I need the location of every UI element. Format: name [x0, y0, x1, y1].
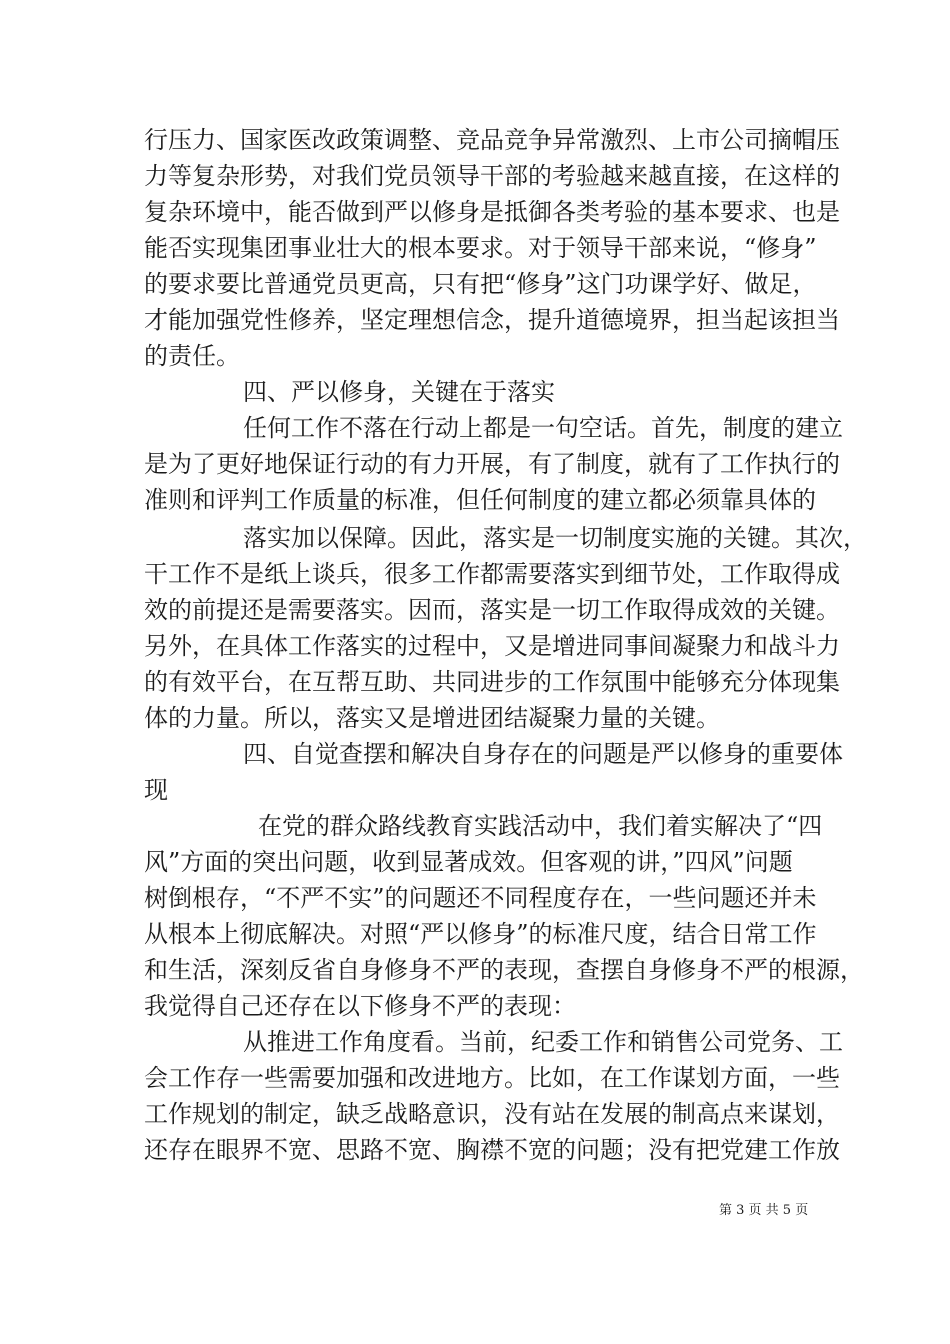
- text-line: 是为了更好地保证行动的有力开展，有了制度，就有了工作执行的: [144, 450, 840, 478]
- text-line: 在党的群众路线教育实践活动中，我们着实解决了“四: [258, 812, 823, 840]
- section-heading: 四、严以修身，关键在于落实: [243, 378, 555, 406]
- text-line: 风”方面的突出问题，收到显著成效。但客观的讲，”四风”问题: [144, 848, 793, 876]
- text-line: 才能加强党性修养，坚定理想信念，提升道德境界，担当起该担当: [144, 306, 840, 334]
- text-line: 会工作存一些需要加强和改进地方。比如，在工作谋划方面，一些: [144, 1064, 840, 1092]
- text-line: 复杂环境中，能否做到严以修身是抵御各类考验的基本要求、也是: [144, 198, 840, 226]
- text-line: 我觉得自己还存在以下修身不严的表现：: [144, 992, 576, 1020]
- text-line: 树倒根存，“不严不实”的问题还不同程度存在，一些问题还并未: [144, 884, 817, 912]
- text-line: 行压力、国家医改政策调整、竞品竞争异常激烈、上市公司摘帽压: [144, 126, 840, 154]
- text-line: 准则和评判工作质量的标准，但任何制度的建立都必须靠具体的: [144, 486, 816, 514]
- text-line: 力等复杂形势，对我们党员领导干部的考验越来越直接，在这样的: [144, 162, 840, 190]
- text-line: 工作规划的制定，缺乏战略意识，没有站在发展的制高点来谋划，: [144, 1100, 840, 1128]
- text-line: 能否实现集团事业壮大的根本要求。对于领导干部来说，“修身”: [144, 234, 817, 262]
- text-line: 和生活，深刻反省自身修身不严的表现，查摆自身修身不严的根源，: [144, 956, 864, 984]
- text-line: 任何工作不落在行动上都是一句空话。首先，制度的建立: [243, 414, 843, 442]
- text-line: 的有效平台，在互帮互助、共同进步的工作氛围中能够充分体现集: [144, 668, 840, 696]
- text-line: 的要求要比普通党员更高，只有把“修身”这门功课学好、做足，: [144, 270, 817, 298]
- text-line: 干工作不是纸上谈兵，很多工作都需要落实到细节处，工作取得成: [144, 560, 840, 588]
- text-line: 的责任。: [144, 342, 240, 370]
- section-heading: 四、自觉查摆和解决自身存在的问题是严以修身的重要体: [243, 740, 843, 768]
- text-line: 另外，在具体工作落实的过程中，又是增进同事间凝聚力和战斗力: [144, 632, 840, 660]
- text-line: 体的力量。所以，落实又是增进团结凝聚力量的关键。: [144, 704, 720, 732]
- text-line: 从根本上彻底解决。对照“严以修身”的标准尺度，结合日常工作: [144, 920, 817, 948]
- section-heading-continued: 现: [144, 776, 168, 804]
- page-footer: 第 3 页 共 5 页: [719, 1203, 809, 1218]
- text-line: 从推进工作角度看。当前，纪委工作和销售公司党务、工: [243, 1028, 843, 1056]
- text-line: 落实加以保障。因此，落实是一切制度实施的关键。其次，: [243, 524, 867, 552]
- text-line: 效的前提还是需要落实。因而，落实是一切工作取得成效的关键。: [144, 596, 840, 624]
- text-line: 还存在眼界不宽、思路不宽、胸襟不宽的问题；没有把党建工作放: [144, 1136, 840, 1164]
